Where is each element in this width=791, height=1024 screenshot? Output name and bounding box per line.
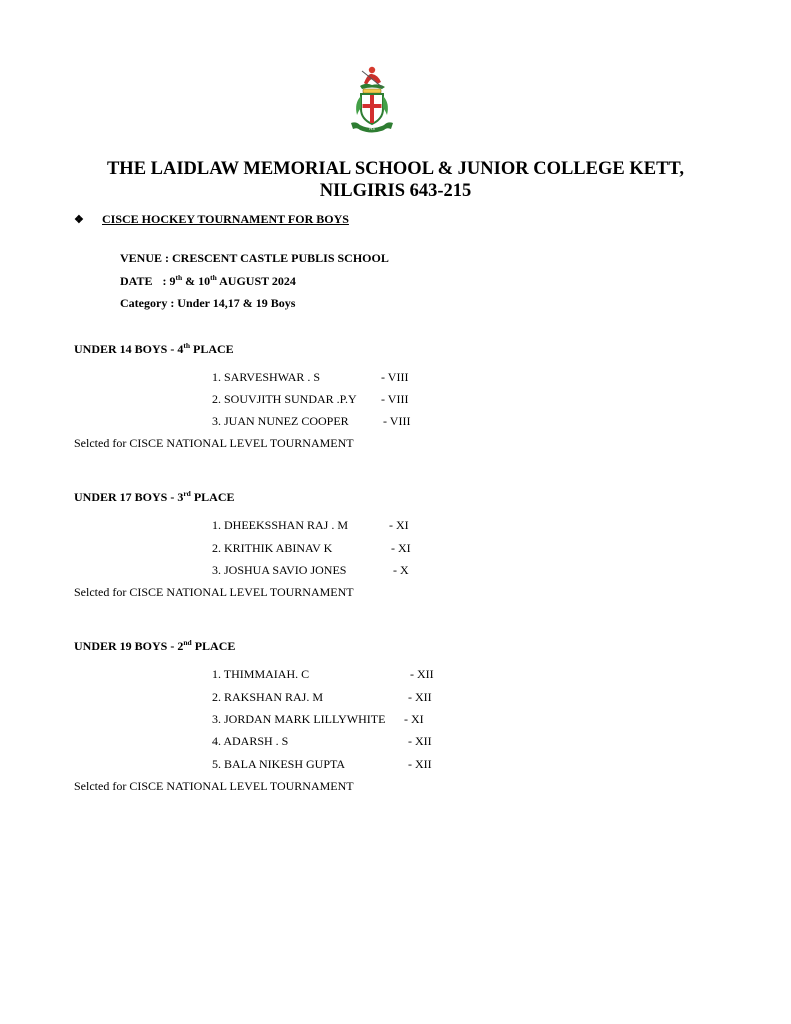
section-head: UNDER 19 BOYS - 2 — [74, 639, 184, 653]
section-tail: PLACE — [191, 639, 236, 653]
player-class: - XI — [389, 518, 409, 532]
player-class: - VIII — [381, 392, 409, 406]
player-class: - XI — [391, 541, 411, 555]
crest-mantling-left — [356, 96, 361, 115]
player-class: - XII — [408, 757, 432, 771]
crest-figure-head — [369, 67, 375, 73]
date-sup2: th — [210, 273, 217, 282]
event-venue: VENUE : CRESCENT CASTLE PUBLIS SCHOOL — [120, 251, 389, 265]
player-name: 2. KRITHIK ABINAV K — [212, 541, 333, 555]
section-heading-u19 — [74, 638, 235, 654]
player-class: - XII — [408, 734, 432, 748]
section-head: UNDER 14 BOYS - 4 — [74, 342, 184, 356]
player-name: 3. JOSHUA SAVIO JONES — [212, 563, 347, 577]
player-name: 1. THIMMAIAH. C — [212, 667, 310, 681]
selection-note-u19: Selcted for CISCE NATIONAL LEVEL TOURNAMENT — [74, 779, 354, 793]
section-sup: nd — [183, 638, 192, 647]
section-sup: rd — [183, 489, 191, 498]
date-label: DATE — [120, 274, 153, 288]
event-heading — [74, 212, 349, 227]
date-sup1: th — [175, 273, 183, 282]
date-mid: & 10 — [182, 274, 211, 288]
crest-cross-horizontal — [363, 104, 382, 108]
school-crest-logo — [348, 63, 396, 135]
player-name: 2. SOUVJITH SUNDAR .P.Y — [212, 392, 357, 406]
crest-cross-vertical — [370, 95, 374, 123]
player-class: - VIII — [383, 414, 411, 428]
player-name: 5. BALA NIKESH GUPTA — [212, 757, 346, 771]
crest-mantling-right — [383, 96, 388, 115]
player-name: 3. JORDAN MARK LILLYWHITE — [212, 712, 386, 726]
player-class: - XI — [404, 712, 424, 726]
selection-note-u17: Selcted for CISCE NATIONAL LEVEL TOURNAMENT — [74, 585, 354, 599]
selection-note-u14: Selcted for CISCE NATIONAL LEVEL TOURNAMENT — [74, 436, 354, 450]
player-class: - X — [393, 563, 409, 577]
player-class: - VIII — [381, 370, 409, 384]
crest-motto: HS — [369, 126, 375, 131]
player-name: 1. DHEEKSSHAN RAJ . M — [212, 518, 349, 532]
section-heading-u14 — [74, 341, 234, 357]
player-class: - XII — [410, 667, 434, 681]
player-class: - XII — [408, 690, 432, 704]
event-category: Category : Under 14,17 & 19 Boys — [120, 296, 296, 310]
section-tail: PLACE — [190, 342, 234, 356]
player-name: 1. SARVESHWAR . S — [212, 370, 321, 384]
player-name: 4. ADARSH . S — [212, 734, 289, 748]
diamond-bullet-icon: ❖ — [74, 214, 84, 226]
event-name: CISCE HOCKEY TOURNAMENT FOR BOYS — [102, 212, 349, 226]
player-name: 3. JUAN NUNEZ COOPER — [212, 414, 349, 428]
section-head: UNDER 17 BOYS - 3 — [74, 490, 184, 504]
section-tail: PLACE — [190, 490, 235, 504]
school-title-line2: NILGIRIS 643-215 — [319, 181, 472, 201]
event-date — [120, 273, 296, 289]
section-heading-u17 — [74, 489, 235, 505]
date-rest: AUGUST 2024 — [216, 274, 296, 288]
crest-torse — [363, 89, 381, 93]
school-title-line1: THE LAIDLAW MEMORIAL SCHOOL & JUNIOR COLLEGE KETT, — [106, 159, 685, 179]
date-sep: : 9 — [162, 274, 176, 288]
player-name: 2. RAKSHAN RAJ. M — [212, 690, 324, 704]
section-sup: th — [183, 341, 191, 350]
